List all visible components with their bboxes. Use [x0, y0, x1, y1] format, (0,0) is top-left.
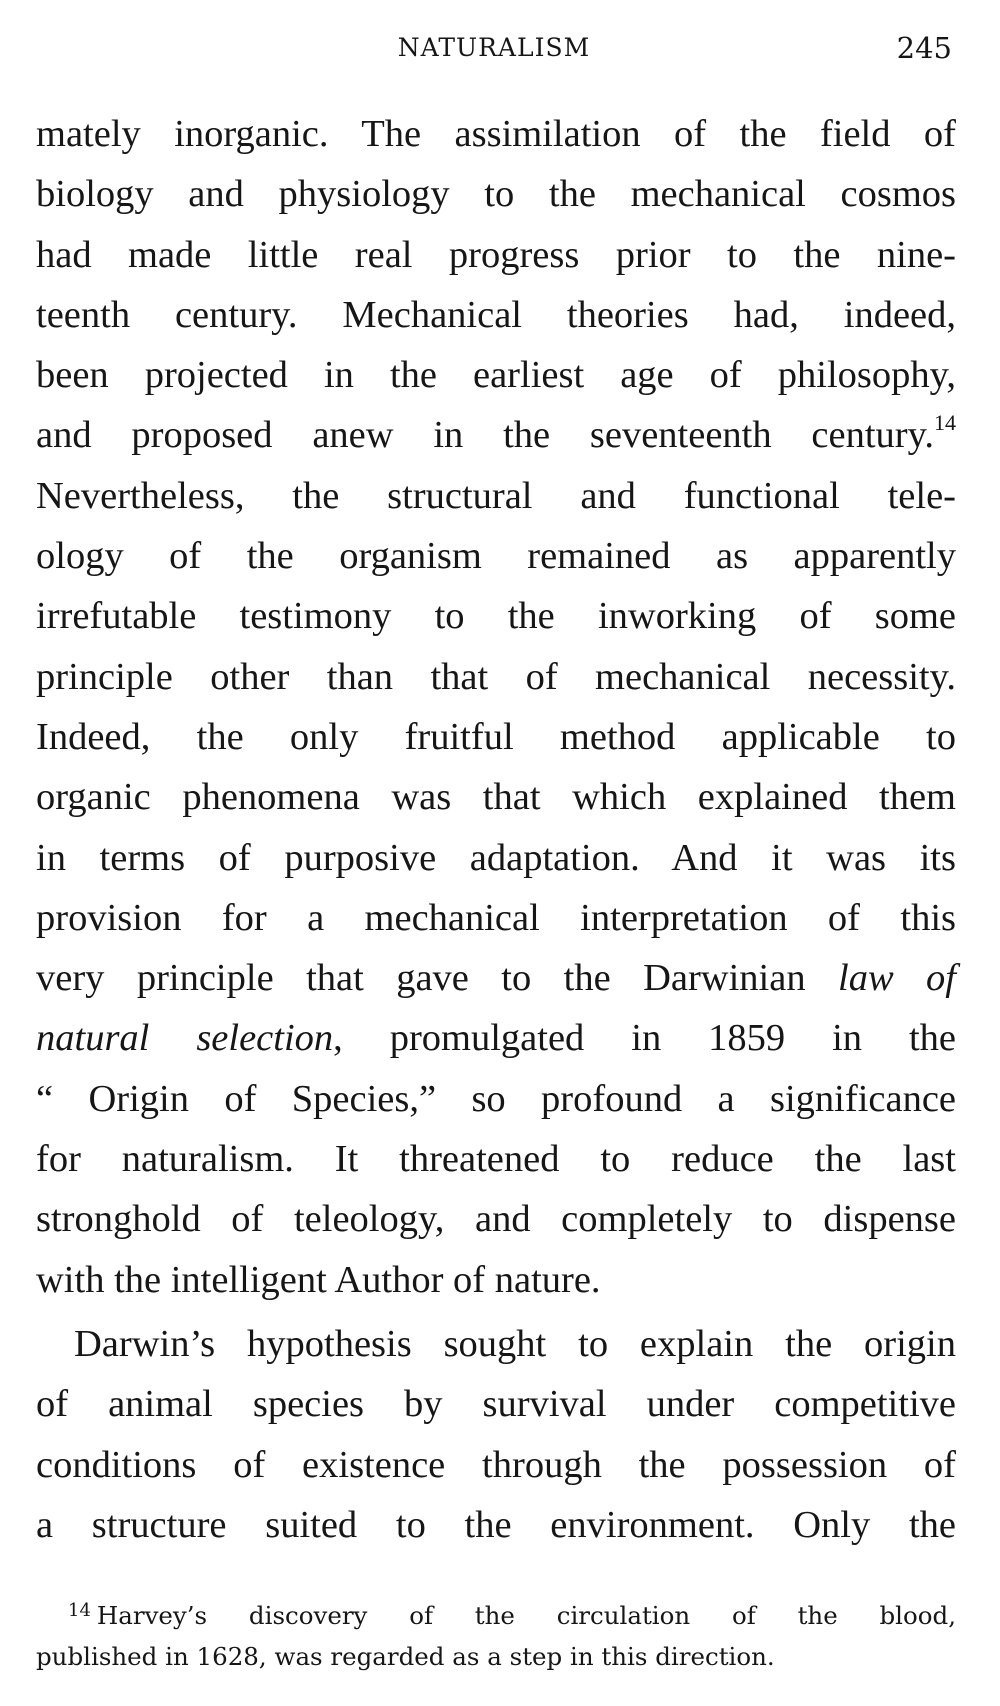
text-line — [36, 948, 956, 1008]
footnote-reference: 14 — [934, 409, 956, 435]
text-line: of animal species by survival under competitive — [36, 1383, 956, 1426]
footnote-line — [36, 1595, 956, 1636]
body-text — [36, 104, 956, 1555]
text-line: mately inorganic. The assimilation of the field of — [36, 113, 956, 155]
footnote-line: published in 1628, was regarded as a step in this direction. — [36, 1642, 775, 1671]
text-segment: , promulgated in 1859 in the — [333, 1017, 956, 1060]
running-title: NATURALISM — [397, 33, 591, 62]
text-segment: very principle that gave to the Darwinian — [36, 957, 806, 1000]
text-line: Nevertheless, the structural and functional tele- — [36, 474, 956, 517]
text-line: with the intelligent Author of nature. — [36, 1258, 601, 1301]
text-line: principle other than that of mechanical necessity. — [36, 655, 956, 698]
text-line: organic phenomena was that which explained them — [36, 776, 956, 819]
text-line: stronghold of teleology, and completely to dispense — [36, 1198, 956, 1241]
text-line: irrefutable testimony to the inworking of some — [36, 595, 956, 638]
text-line: for naturalism. It threatened to reduce the last — [36, 1138, 956, 1181]
footnote — [36, 1595, 956, 1677]
text-line: in terms of purposive adaptation. And it was its — [36, 836, 956, 879]
text-line: a structure suited to the environment. Only the — [36, 1503, 956, 1546]
text-line: Darwin’s hypothesis sought to explain the origin — [74, 1322, 956, 1365]
running-head — [36, 28, 952, 68]
text-line: ology of the organism remained as apparently — [36, 535, 956, 578]
text-line: Indeed, the only fruitful method applicable to — [36, 715, 956, 758]
text-line: been projected in the earliest age of philosophy, — [36, 354, 956, 397]
footnote-text: Harvey’s discovery of the circulation of the blood, — [96, 1601, 956, 1630]
footnote-marker: 14 — [68, 1600, 91, 1621]
text-line: had made little real progress prior to the nine- — [36, 233, 956, 276]
text-line: biology and physiology to the mechanical cosmos — [36, 173, 956, 216]
text-line: provision for a mechanical interpretation of this — [36, 896, 956, 939]
text-line: teenth century. Mechanical theories had, indeed, — [36, 293, 956, 336]
text-segment: and proposed anew in the seventeenth century. — [36, 414, 934, 457]
italic-phrase: natural selection — [36, 1017, 334, 1060]
text-line: “ Origin of Species,” so profound a significance — [36, 1077, 956, 1120]
text-line — [36, 405, 956, 465]
text-line: conditions of existence through the possession of — [36, 1443, 956, 1486]
text-line — [36, 1008, 956, 1068]
page-number: 245 — [896, 31, 952, 65]
italic-phrase: law of — [838, 957, 956, 1000]
